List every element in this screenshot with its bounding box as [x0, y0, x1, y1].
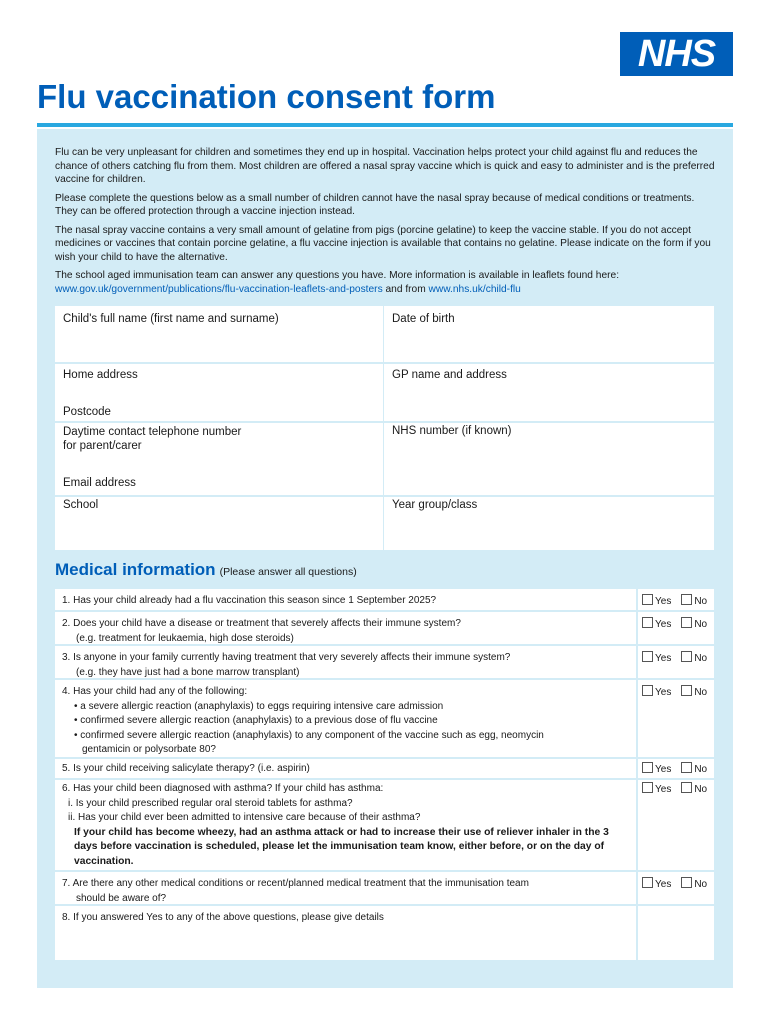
question-8 [55, 906, 714, 960]
and-from-text: and from [382, 283, 429, 295]
page-title: Flu vaccination consent form [37, 78, 496, 115]
answer-divider [636, 646, 638, 678]
phone-label-line1: Daytime contact telephone number [63, 426, 242, 438]
question-6-sub-i: i. Is your child prescribed regular oral steroid tablets for asthma? [68, 797, 353, 809]
yes-checkbox[interactable] [642, 685, 653, 696]
yes-label: Yes [655, 687, 672, 698]
phone-field[interactable] [63, 425, 241, 453]
yes-label: Yes [655, 764, 672, 775]
year-group-field[interactable]: Year group/class [392, 499, 478, 511]
no-checkbox[interactable] [681, 617, 692, 628]
question-7 [55, 872, 714, 904]
no-label: No [694, 784, 708, 795]
question-7-line1: 7. Are there any other medical conditions or recent/planned medical treatment that the immunisation team [62, 878, 529, 889]
no-label: No [694, 764, 708, 775]
gp-address-field[interactable]: GP name and address [392, 369, 507, 381]
date-of-birth-field[interactable]: Date of birth [392, 313, 455, 325]
answer-divider [636, 759, 638, 778]
answer-divider [636, 780, 638, 870]
intro-paragraph-3: The nasal spray vaccine contains a very small amount of gelatine from pigs (porcine gelatine) to keep the vaccine stable. If you do not accept medicines or vaccines that contain porcine gelatine, a flu vaccine injection is available that contains no gelatine. Please indicate on the form if you wish your child to have the alternative. [55, 224, 711, 263]
title-divider [37, 123, 733, 127]
details-row-divider [55, 421, 714, 423]
yes-label: Yes [655, 596, 672, 607]
details-divider [383, 306, 384, 362]
child-name-field[interactable]: Child's full name (first name and surname) [63, 313, 279, 325]
school-field[interactable]: School [63, 499, 99, 511]
no-checkbox[interactable] [681, 594, 692, 605]
gov-leaflets-link[interactable]: www.gov.uk/government/publications/flu-vaccination-leaflets-and-posters [55, 283, 383, 295]
yes-no-options [642, 762, 707, 775]
question-4-bullet-1: • a severe allergic reaction (anaphylaxis) to eggs requiring intensive care admission [74, 700, 444, 712]
no-checkbox[interactable] [681, 762, 692, 773]
question-3-line1: 3. Is anyone in your family currently having treatment that very severely affects their immune system? [62, 652, 511, 663]
details-row-divider [55, 362, 714, 364]
asthma-warning: If your child has become wheezy, had an asthma attack or had to increase their use of reliever inhaler in the 3 days before vaccination is scheduled, please let the immunisation team know, either before, or on the day of vaccination. [74, 826, 609, 867]
details-row-divider [55, 495, 714, 497]
yes-label: Yes [655, 619, 672, 630]
question-3-text [62, 651, 632, 680]
question-2-line1: 2. Does your child have a disease or treatment that severely affects their immune system? [62, 618, 461, 629]
question-4-bullet-2: • confirmed severe allergic reaction (anaphylaxis) to a previous dose of flu vaccine [74, 715, 438, 726]
details-divider [383, 497, 384, 550]
yes-checkbox[interactable] [642, 762, 653, 773]
medical-info-title: Medical information [55, 560, 216, 579]
answer-divider [636, 906, 638, 960]
home-address-field[interactable]: Home address [63, 369, 138, 381]
question-5 [55, 759, 714, 778]
question-4-bullet-3-cont: gentamicin or polysorbate 80? [82, 744, 216, 755]
intro-paragraph-1: Flu can be very unpleasant for children and sometimes they end up in hospital. Vaccination helps protect your child against flu and reduces the chance of others catching flu from them. Most children are offered a nasal spray vaccine which is quick and easy to administer and is the preferred vaccine for children. [55, 147, 715, 185]
question-4-line1: 4. Has your child had any of the following: [62, 686, 248, 697]
answer-divider [636, 680, 638, 757]
yes-label: Yes [655, 879, 672, 890]
question-6-text [62, 782, 632, 869]
yes-no-options [642, 651, 707, 664]
nhs-child-flu-link[interactable]: www.nhs.uk/child-flu [428, 283, 521, 295]
medical-info-heading [55, 560, 357, 580]
yes-no-options [642, 594, 707, 607]
question-2-line2: (e.g. treatment for leukaemia, high dose steroids) [76, 632, 294, 644]
question-7-line2: should be aware of? [76, 892, 167, 904]
question-1 [55, 589, 714, 610]
medical-info-subtitle: (Please answer all questions) [219, 566, 357, 578]
yes-checkbox[interactable] [642, 782, 653, 793]
yes-no-options [642, 617, 707, 630]
yes-checkbox[interactable] [642, 594, 653, 605]
no-label: No [694, 653, 708, 664]
yes-checkbox[interactable] [642, 651, 653, 662]
nhs-number-field[interactable]: NHS number (if known) [392, 425, 512, 437]
question-7-text [62, 877, 632, 906]
yes-checkbox[interactable] [642, 877, 653, 888]
question-4-bullet-3: • confirmed severe allergic reaction (anaphylaxis) to any component of the vaccine such as egg, neomycin [74, 729, 544, 741]
no-label: No [694, 879, 708, 890]
yes-no-options [642, 782, 707, 795]
intro-paragraph-4-text: The school aged immunisation team can answer any questions you have. More information is available in leaflets found here: [55, 270, 620, 281]
phone-label-line2: for parent/carer [63, 440, 142, 452]
details-divider [383, 423, 384, 495]
no-checkbox[interactable] [681, 782, 692, 793]
no-checkbox[interactable] [681, 685, 692, 696]
question-5-text: 5. Is your child receiving salicylate therapy? (i.e. aspirin) [62, 763, 310, 774]
yes-checkbox[interactable] [642, 617, 653, 628]
intro-paragraph-2: Please complete the questions below as a small number of children cannot have the nasal spray because of medical conditions or treatments. They can be offered protection through a vaccine injection instead. [55, 192, 695, 217]
question-8-text: 8. If you answered Yes to any of the above questions, please give details [62, 912, 384, 923]
question-3-line2: (e.g. they have just had a bone marrow transplant) [76, 666, 300, 678]
no-label: No [694, 687, 708, 698]
no-label: No [694, 596, 708, 607]
question-1-text: 1. Has your child already had a flu vaccination this season since 1 September 2025? [62, 595, 437, 606]
yes-no-options [642, 685, 707, 698]
yes-label: Yes [655, 653, 672, 664]
details-textarea[interactable] [62, 928, 632, 956]
question-4 [55, 680, 714, 757]
child-details-section [55, 306, 714, 550]
nhs-logo: NHS [620, 32, 733, 76]
details-divider [383, 364, 384, 421]
answer-divider [636, 872, 638, 904]
question-6-line1: 6. Has your child been diagnosed with asthma? If your child has asthma: [62, 783, 384, 794]
intro-paragraph-4 [55, 269, 719, 296]
answer-divider [636, 612, 638, 644]
yes-no-options [642, 877, 707, 890]
no-checkbox[interactable] [681, 651, 692, 662]
no-label: No [694, 619, 708, 630]
no-checkbox[interactable] [681, 877, 692, 888]
question-2-text [62, 617, 632, 646]
question-4-text [62, 685, 632, 758]
question-3 [55, 646, 714, 678]
postcode-field[interactable]: Postcode [63, 406, 111, 418]
question-2 [55, 612, 714, 644]
intro-text [55, 146, 719, 301]
yes-label: Yes [655, 784, 672, 795]
question-6-sub-ii: ii. Has your child ever been admitted to intensive care because of their asthma? [68, 812, 421, 823]
answer-divider [636, 589, 638, 610]
email-field[interactable]: Email address [63, 477, 136, 489]
question-6 [55, 780, 714, 870]
